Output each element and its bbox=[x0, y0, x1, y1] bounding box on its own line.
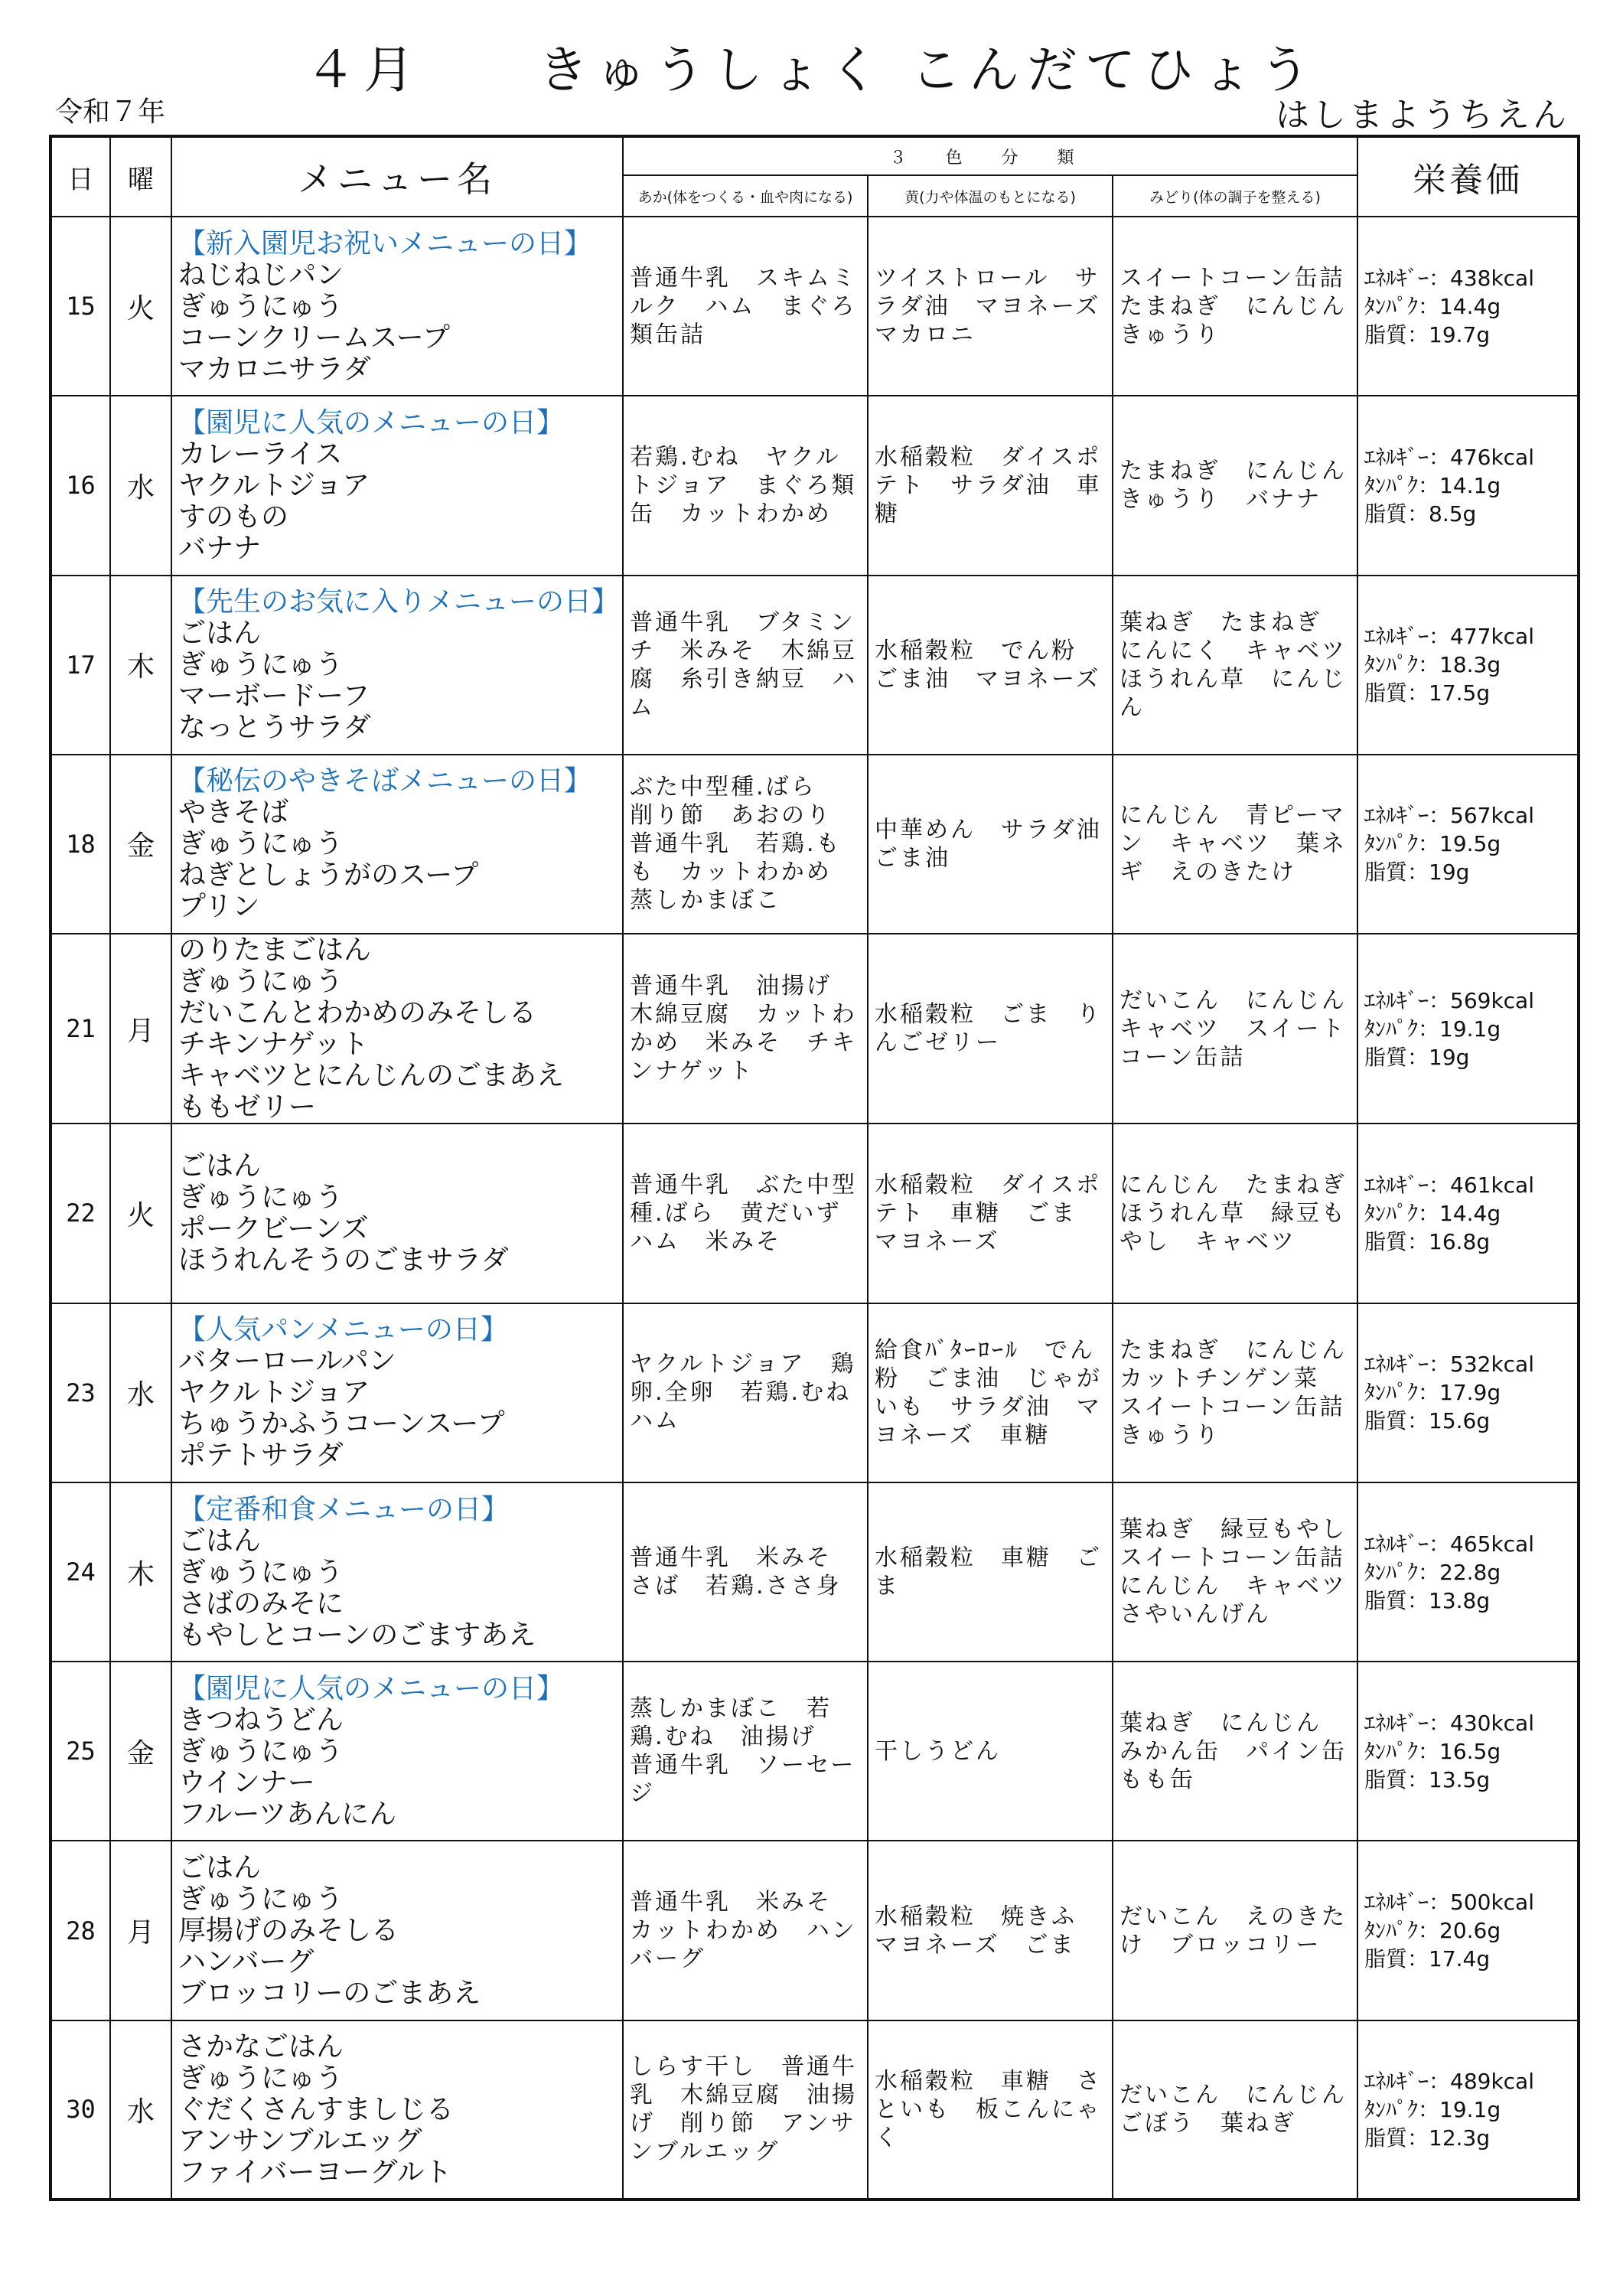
energy-value: ｴﾈﾙｷﾞｰ：476kcal bbox=[1364, 444, 1534, 470]
green-foods-cell: 葉ねぎ 緑豆もやし スイートコーン缶詰 にんじん キャベツ さやいんげん bbox=[1113, 1482, 1357, 1662]
protein-value: ﾀﾝﾊﾟｸ：22.8g bbox=[1364, 1559, 1501, 1585]
menu-item: のりたまごはん bbox=[178, 934, 372, 967]
fat-value: 脂質：8.5g bbox=[1364, 501, 1477, 527]
menu-theme: 【秘伝のやきそばメニューの日】 bbox=[178, 765, 592, 797]
weekday-cell: 火 bbox=[110, 1124, 171, 1303]
protein-value: ﾀﾝﾊﾟｸ：19.1g bbox=[1364, 2096, 1501, 2122]
day-cell: 23 bbox=[51, 1303, 110, 1482]
energy-value: ｴﾈﾙｷﾞｰ：489kcal bbox=[1364, 2068, 1534, 2094]
day-cell: 24 bbox=[51, 1482, 110, 1662]
menu-item: ぎゅうにゅう bbox=[178, 1182, 344, 1214]
weekday-cell: 水 bbox=[110, 396, 171, 575]
menu-cell bbox=[171, 396, 623, 575]
day-cell: 15 bbox=[51, 217, 110, 396]
green-foods-cell: だいこん えのきたけ ブロッコリー bbox=[1113, 1841, 1357, 2020]
menu-item: バナナ bbox=[178, 532, 262, 564]
menu-cell bbox=[171, 1841, 623, 2020]
menu-item: ほうれんそうのごまサラダ bbox=[178, 1244, 509, 1277]
menu-cell bbox=[171, 1303, 623, 1482]
menu-item: バターロールパン bbox=[178, 1345, 396, 1378]
menu-item: コーンクリームスープ bbox=[178, 321, 450, 354]
menu-item: もやしとコーンのごますあえ bbox=[178, 1619, 536, 1651]
menu-item: ヤクルトジョア bbox=[178, 469, 370, 501]
menu-item: なっとうサラダ bbox=[178, 712, 371, 744]
energy-value: ｴﾈﾙｷﾞｰ：567kcal bbox=[1364, 803, 1534, 829]
table-row bbox=[51, 576, 1579, 755]
menu-item: ポテトサラダ bbox=[178, 1440, 344, 1472]
fat-value: 脂質：19g bbox=[1364, 1044, 1470, 1070]
menu-item: カレーライス bbox=[178, 438, 343, 470]
menu-item: マカロニサラダ bbox=[178, 353, 371, 385]
nutrition-cell bbox=[1357, 1841, 1579, 2020]
era-year: 令和７年 bbox=[55, 96, 166, 128]
table-row bbox=[51, 217, 1579, 396]
menu-item: ぎゅうにゅう bbox=[178, 1735, 344, 1767]
protein-value: ﾀﾝﾊﾟｸ：20.6g bbox=[1364, 1918, 1501, 1944]
energy-value: ｴﾈﾙｷﾞｰ：430kcal bbox=[1364, 1710, 1534, 1736]
menu-item: ぐだくさんすましじる bbox=[178, 2093, 455, 2125]
table-header bbox=[51, 136, 1579, 217]
table-row bbox=[51, 2020, 1579, 2200]
yellow-foods-cell: 水稲穀粒 でん粉 ごま油 マヨネーズ bbox=[868, 576, 1113, 755]
green-foods-cell: だいこん にんじん キャベツ スイートコーン缶詰 bbox=[1113, 934, 1357, 1124]
nutrition-cell bbox=[1357, 217, 1579, 396]
weekday-cell: 木 bbox=[110, 576, 171, 755]
energy-value: ｴﾈﾙｷﾞｰ：461kcal bbox=[1364, 1172, 1534, 1198]
menu-item: やきそば bbox=[178, 797, 289, 829]
red-foods-cell: 蒸しかまぼこ 若鶏.むね 油揚げ 普通牛乳 ソーセージ bbox=[623, 1662, 868, 1841]
table-row bbox=[51, 1662, 1579, 1841]
menu-item: ヤクルトジョア bbox=[178, 1377, 370, 1409]
weekday-cell: 金 bbox=[110, 755, 171, 934]
yellow-foods-cell: 干しうどん bbox=[868, 1662, 1113, 1841]
green-foods-cell: にんじん たまねぎ ほうれん草 緑豆もやし キャベツ bbox=[1113, 1124, 1357, 1303]
fat-value: 脂質：15.6g bbox=[1364, 1408, 1491, 1434]
menu-item: マーボードーフ bbox=[178, 680, 370, 713]
protein-value: ﾀﾝﾊﾟｸ：14.1g bbox=[1364, 472, 1501, 498]
table-body bbox=[51, 217, 1579, 2200]
menu-cell bbox=[171, 1482, 623, 1662]
fat-value: 脂質：16.8g bbox=[1364, 1228, 1491, 1254]
menu-cell bbox=[171, 1124, 623, 1303]
header-weekday: 曜 bbox=[110, 136, 171, 217]
menu-item: ちゅうかふうコーンスープ bbox=[178, 1408, 505, 1440]
menu-item: ファイバーヨーグルト bbox=[178, 2156, 452, 2188]
nutrition-cell bbox=[1357, 1303, 1579, 1482]
protein-value: ﾀﾝﾊﾟｸ：14.4g bbox=[1364, 1200, 1501, 1226]
fat-value: 脂質：17.4g bbox=[1364, 1946, 1491, 1972]
menu-item: すのもの bbox=[178, 501, 289, 533]
nutrition-cell bbox=[1357, 576, 1579, 755]
menu-cell bbox=[171, 755, 623, 934]
menu-item: フルーツあんにん bbox=[178, 1798, 397, 1830]
yellow-foods-cell: 水稲穀粒 焼きふ マヨネーズ ごま bbox=[868, 1841, 1113, 2020]
header-nutrition: 栄養価 bbox=[1357, 136, 1579, 217]
menu-item: だいこんとわかめのみそしる bbox=[178, 997, 537, 1029]
menu-cell bbox=[171, 934, 623, 1124]
table-row bbox=[51, 1303, 1579, 1482]
menu-cell bbox=[171, 2020, 623, 2200]
weekday-cell: 木 bbox=[110, 1482, 171, 1662]
menu-item: ごはん bbox=[178, 618, 262, 650]
red-foods-cell: 若鶏.むね ヤクルトジョア まぐろ類缶 カットわかめ bbox=[623, 396, 868, 575]
menu-item: ねじねじパン bbox=[178, 259, 344, 291]
yellow-foods-cell: 水稲穀粒 ダイスポテト 車糖 ごま マヨネーズ bbox=[868, 1124, 1113, 1303]
menu-theme: 【園児に人気のメニューの日】 bbox=[178, 1672, 565, 1704]
menu-item: ポークビーンズ bbox=[178, 1213, 369, 1245]
protein-value: ﾀﾝﾊﾟｸ：18.3g bbox=[1364, 652, 1501, 678]
menu-theme: 【定番和食メニューの日】 bbox=[178, 1493, 510, 1525]
menu-item: ごはん bbox=[178, 1852, 262, 1884]
weekday-cell: 水 bbox=[110, 2020, 171, 2200]
menu-item: ぎゅうにゅう bbox=[178, 828, 344, 860]
menu-item: ごはん bbox=[178, 1150, 262, 1182]
menu-item: さかなごはん bbox=[178, 2030, 344, 2063]
fat-value: 脂質：19.7g bbox=[1364, 321, 1491, 347]
menu-cell bbox=[171, 576, 623, 755]
menu-item: チキンナゲット bbox=[178, 1029, 369, 1061]
table-row bbox=[51, 1482, 1579, 1662]
red-foods-cell: 普通牛乳 ぶた中型種.ばら 黄だいず ハム 米みそ bbox=[623, 1124, 868, 1303]
menu-item: きつねうどん bbox=[178, 1704, 344, 1736]
table-row bbox=[51, 1841, 1579, 2020]
red-foods-cell: 普通牛乳 油揚げ 木綿豆腐 カットわかめ 米みそ チキンナゲット bbox=[623, 934, 868, 1124]
menu-item: ごはん bbox=[178, 1525, 262, 1557]
table-row bbox=[51, 934, 1579, 1124]
day-cell: 18 bbox=[51, 755, 110, 934]
yellow-foods-cell: 水稲穀粒 車糖 ごま bbox=[868, 1482, 1113, 1662]
header-day: 日 bbox=[51, 136, 110, 217]
menu-cell bbox=[171, 217, 623, 396]
yellow-foods-cell: 水稲穀粒 ごま りんごゼリー bbox=[868, 934, 1113, 1124]
menu-item: ぎゅうにゅう bbox=[178, 1556, 344, 1588]
menu-item: ぎゅうにゅう bbox=[178, 1883, 344, 1916]
menu-item: ももゼリー bbox=[178, 1091, 317, 1124]
nutrition-cell bbox=[1357, 1662, 1579, 1841]
weekday-cell: 金 bbox=[110, 1662, 171, 1841]
weekday-cell: 月 bbox=[110, 934, 171, 1124]
fat-value: 脂質：13.5g bbox=[1364, 1766, 1491, 1792]
day-cell: 25 bbox=[51, 1662, 110, 1841]
energy-value: ｴﾈﾙｷﾞｰ：500kcal bbox=[1364, 1890, 1534, 1916]
day-cell: 16 bbox=[51, 396, 110, 575]
table-row bbox=[51, 755, 1579, 934]
yellow-foods-cell: 水稲穀粒 ダイスポテト サラダ油 車糖 bbox=[868, 396, 1113, 575]
nutrition-cell bbox=[1357, 396, 1579, 575]
red-foods-cell: しらす干し 普通牛乳 木綿豆腐 油揚げ 削り節 アンサンブルエッグ bbox=[623, 2020, 868, 2200]
weekday-cell: 水 bbox=[110, 1303, 171, 1482]
day-cell: 28 bbox=[51, 1841, 110, 2020]
energy-value: ｴﾈﾙｷﾞｰ：532kcal bbox=[1364, 1352, 1534, 1378]
menu-table bbox=[49, 135, 1580, 2201]
menu-item: キャベツとにんじんのごまあえ bbox=[178, 1060, 565, 1092]
menu-theme: 【先生のお気に入りメニューの日】 bbox=[178, 586, 620, 618]
menu-theme: 【人気パンメニューの日】 bbox=[178, 1314, 508, 1346]
menu-item: ぎゅうにゅう bbox=[178, 966, 344, 998]
menu-item: ぎゅうにゅう bbox=[178, 2062, 344, 2094]
red-foods-cell: ぶた中型種.ばら 削り節 あおのり 普通牛乳 若鶏.もも カットわかめ 蒸しかまぼこ bbox=[623, 755, 868, 934]
green-foods-cell: たまねぎ にんじん きゅうり バナナ bbox=[1113, 396, 1357, 575]
protein-value: ﾀﾝﾊﾟｸ：19.5g bbox=[1364, 831, 1501, 857]
energy-value: ｴﾈﾙｷﾞｰ：569kcal bbox=[1364, 987, 1534, 1013]
yellow-foods-cell: ツイストロール サラダ油 マヨネーズ マカロニ bbox=[868, 217, 1113, 396]
nutrition-cell bbox=[1357, 755, 1579, 934]
day-cell: 22 bbox=[51, 1124, 110, 1303]
red-foods-cell: 普通牛乳 米みそ カットわかめ ハンバーグ bbox=[623, 1841, 868, 2020]
yellow-foods-cell: 中華めん サラダ油 ごま油 bbox=[868, 755, 1113, 934]
menu-item: ブロッコリーのごまあえ bbox=[178, 1978, 481, 2010]
header-yellow: 黄(力や体温のもとになる) bbox=[868, 175, 1113, 217]
menu-item: ねぎとしょうがのスープ bbox=[178, 859, 479, 892]
green-foods-cell: スイートコーン缶詰 たまねぎ にんじん きゅうり bbox=[1113, 217, 1357, 396]
green-foods-cell: だいこん にんじん ごぼう 葉ねぎ bbox=[1113, 2020, 1357, 2200]
day-cell: 21 bbox=[51, 934, 110, 1124]
header-red: あか(体をつくる・血や肉になる) bbox=[623, 175, 868, 217]
protein-value: ﾀﾝﾊﾟｸ：19.1g bbox=[1364, 1016, 1501, 1042]
page-title: ４月 きゅうしょく こんだてひょう bbox=[305, 41, 1318, 99]
nutrition-cell bbox=[1357, 934, 1579, 1124]
school-name: はしまようちえん bbox=[1276, 96, 1569, 135]
fat-value: 脂質：12.3g bbox=[1364, 2125, 1491, 2151]
table-row bbox=[51, 1124, 1579, 1303]
nutrition-cell bbox=[1357, 2020, 1579, 2200]
green-foods-cell: 葉ねぎ にんじん みかん缶 パイン缶 もも缶 bbox=[1113, 1662, 1357, 1841]
fat-value: 脂質：17.5g bbox=[1364, 680, 1491, 706]
yellow-foods-cell: 水稲穀粒 車糖 さといも 板こんにゃく bbox=[868, 2020, 1113, 2200]
protein-value: ﾀﾝﾊﾟｸ：14.4g bbox=[1364, 293, 1501, 319]
fat-value: 脂質：13.8g bbox=[1364, 1587, 1491, 1613]
energy-value: ｴﾈﾙｷﾞｰ：477kcal bbox=[1364, 624, 1534, 650]
nutrition-cell bbox=[1357, 1482, 1579, 1662]
red-foods-cell: 普通牛乳 米みそ さば 若鶏.ささ身 bbox=[623, 1482, 868, 1662]
red-foods-cell: 普通牛乳 ブタミンチ 米みそ 木綿豆腐 糸引き納豆 ハム bbox=[623, 576, 868, 755]
energy-value: ｴﾈﾙｷﾞｰ：465kcal bbox=[1364, 1531, 1534, 1557]
header-three-color: ３ 色 分 類 bbox=[623, 136, 1357, 175]
fat-value: 脂質：19g bbox=[1364, 859, 1470, 885]
menu-item: ぎゅうにゅう bbox=[178, 649, 344, 681]
menu-item: ウインナー bbox=[178, 1766, 315, 1799]
green-foods-cell: たまねぎ にんじん カットチンゲン菜 スイートコーン缶詰 きゅうり bbox=[1113, 1303, 1357, 1482]
red-foods-cell: 普通牛乳 スキムミルク ハム まぐろ類缶詰 bbox=[623, 217, 868, 396]
nutrition-cell bbox=[1357, 1124, 1579, 1303]
menu-cell bbox=[171, 1662, 623, 1841]
day-cell: 30 bbox=[51, 2020, 110, 2200]
protein-value: ﾀﾝﾊﾟｸ：17.9g bbox=[1364, 1380, 1501, 1406]
menu-theme: 【園児に人気のメニューの日】 bbox=[178, 406, 565, 439]
menu-item: アンサンブルエッグ bbox=[178, 2125, 422, 2157]
energy-value: ｴﾈﾙｷﾞｰ：438kcal bbox=[1364, 265, 1534, 291]
yellow-foods-cell: 給食ﾊﾞﾀｰﾛｰﾙ でん粉 ごま油 じゃがいも サラダ油 マヨネーズ 車糖 bbox=[868, 1303, 1113, 1482]
header-menu: メニュー名 bbox=[171, 136, 623, 217]
day-cell: 17 bbox=[51, 576, 110, 755]
menu-item: プリン bbox=[178, 891, 260, 923]
table-row bbox=[51, 396, 1579, 575]
header-green: みどり(体の調子を整える) bbox=[1113, 175, 1357, 217]
menu-item: さばのみそに bbox=[178, 1587, 344, 1619]
menu-theme: 【新入園児お祝いメニューの日】 bbox=[178, 227, 592, 259]
menu-item: 厚揚げのみそしる bbox=[178, 1915, 399, 1947]
green-foods-cell: 葉ねぎ たまねぎ にんにく キャベツ ほうれん草 にんじん bbox=[1113, 576, 1357, 755]
red-foods-cell: ヤクルトジョア 鶏卵.全卵 若鶏.むね ハム bbox=[623, 1303, 868, 1482]
menu-item: ハンバーグ bbox=[178, 1946, 314, 1978]
weekday-cell: 月 bbox=[110, 1841, 171, 2020]
green-foods-cell: にんじん 青ピーマン キャベツ 葉ネギ えのきたけ bbox=[1113, 755, 1357, 934]
menu-item: ぎゅうにゅう bbox=[178, 290, 344, 322]
protein-value: ﾀﾝﾊﾟｸ：16.5g bbox=[1364, 1738, 1501, 1764]
weekday-cell: 火 bbox=[110, 217, 171, 396]
